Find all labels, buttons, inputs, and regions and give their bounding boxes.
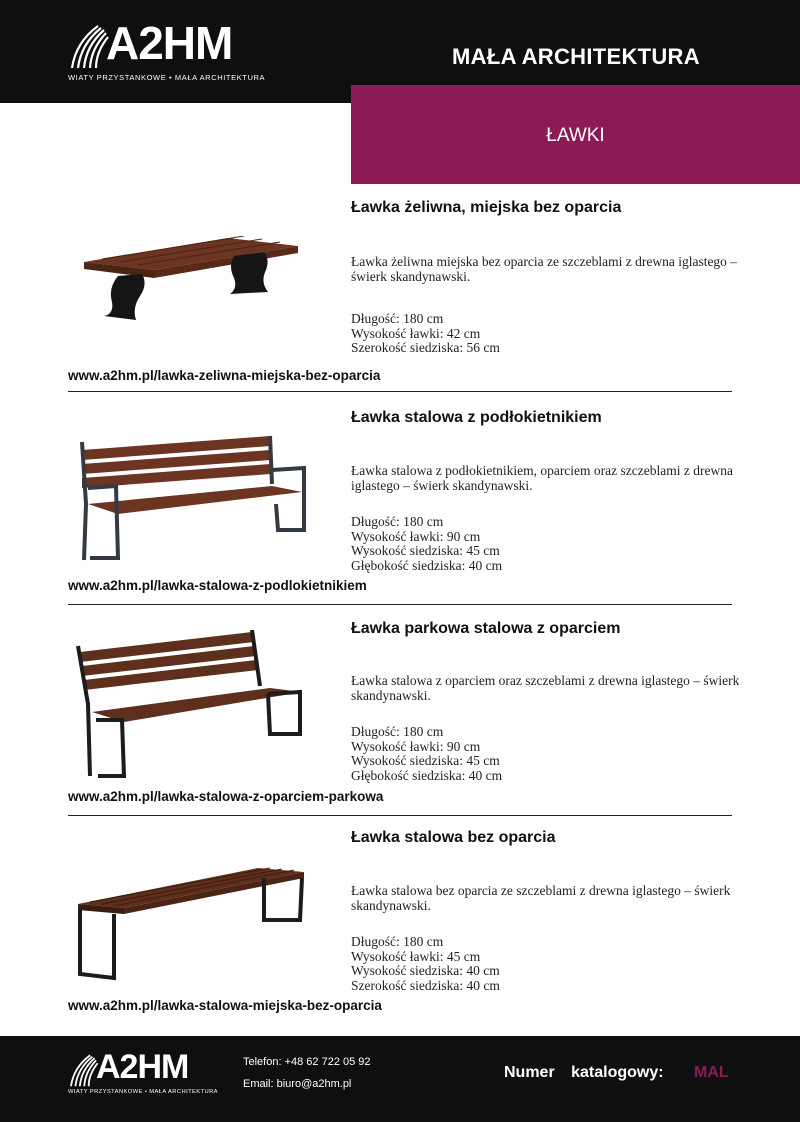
divider xyxy=(68,815,732,816)
bench-image xyxy=(74,630,306,780)
product-description: Ławka stalowa z podłokietnikiem, oparciem oraz szczeblami z drewna iglastego – świerk skandynawski. xyxy=(351,463,733,493)
spec-length: Długość: 180 cm xyxy=(351,514,444,529)
spec-width: Szerokość siedziska: 56 cm xyxy=(351,340,500,355)
bench-image xyxy=(78,236,300,332)
footer-logo-tagline: WIATY PRZYSTANKOWE • MAŁA ARCHITEKTURA xyxy=(68,1089,218,1095)
brand-logo[interactable] xyxy=(68,17,273,86)
logo-wordmark: A2HM xyxy=(106,17,233,69)
bench-image xyxy=(74,864,308,984)
spec-seat-width: Szerokość siedziska: 40 cm xyxy=(351,977,500,993)
spec-height: Wysokość ławki: 90 cm xyxy=(351,738,481,754)
spec-length: Długość: 180 cm xyxy=(351,934,444,949)
product-description: Ławka stalowa z oparciem oraz szczeblami z drewna iglastego – świerk skandynawski. xyxy=(351,673,740,703)
product-title: Ławka parkowa stalowa z oparciem xyxy=(351,620,621,637)
spec-seat-depth: Głębokość siedziska: 40 cm xyxy=(351,767,503,783)
product-description: Ławka stalowa bez oparcia ze szczeblami z drewna iglastego – świerk skandynawski. xyxy=(351,883,731,913)
divider xyxy=(68,391,732,392)
product-link[interactable]: www.a2hm.pl/lawka-stalowa-z-podlokietnikiem xyxy=(68,578,367,593)
product-title: Ławka żeliwna, miejska bez oparcia xyxy=(351,199,622,216)
spec-height: Wysokość ławki: 42 cm xyxy=(351,325,481,341)
product-description: Ławka żeliwna miejska bez oparcia ze szczeblami z drewna iglastego – świerk skandynawski. xyxy=(351,254,738,284)
contact-phone[interactable]: Telefon: +48 62 722 05 92 xyxy=(243,1056,371,1068)
product-link[interactable]: www.a2hm.pl/lawka-stalowa-z-oparciem-parkowa xyxy=(68,789,384,804)
spec-height: Wysokość ławki: 45 cm xyxy=(351,948,481,964)
footer-logo-wordmark: A2HM xyxy=(96,1048,189,1086)
spec-length: Długość: 180 cm xyxy=(351,724,444,739)
contact-email[interactable]: Email: biuro@a2hm.pl xyxy=(243,1078,352,1090)
product-specs xyxy=(351,515,502,573)
logo-stripes-icon xyxy=(68,1053,99,1087)
product-title: Ławka stalowa z podłokietnikiem xyxy=(351,409,602,426)
page-title: MAŁA ARCHITEKTURA xyxy=(452,44,700,69)
bench-image xyxy=(76,434,308,566)
footer-bar xyxy=(0,1036,800,1122)
product-specs xyxy=(351,935,500,993)
logo-stripes-icon xyxy=(68,24,110,68)
product-title: Ławka stalowa bez oparcia xyxy=(351,829,556,846)
product-specs xyxy=(351,312,500,356)
spec-seat-height: Wysokość siedziska: 45 cm xyxy=(351,543,500,558)
product-link[interactable]: www.a2hm.pl/lawka-zeliwna-miejska-bez-oparcia xyxy=(68,368,381,383)
catalog-label: Numer katalogowy: xyxy=(504,1064,664,1081)
product-specs xyxy=(351,725,502,783)
spec-seat-depth: Głębokość siedziska: 40 cm xyxy=(351,557,503,573)
footer-logo[interactable] xyxy=(68,1048,218,1101)
catalog-code: MAL xyxy=(694,1064,729,1081)
product-link[interactable]: www.a2hm.pl/lawka-stalowa-miejska-bez-oparcia xyxy=(68,998,382,1013)
spec-seat-height: Wysokość siedziska: 40 cm xyxy=(351,963,500,978)
divider xyxy=(68,604,732,605)
category-title: ŁAWKI xyxy=(546,125,605,146)
spec-height: Wysokość ławki: 90 cm xyxy=(351,528,481,544)
spec-seat-height: Wysokość siedziska: 45 cm xyxy=(351,753,500,768)
logo-tagline: WIATY PRZYSTANKOWE • MAŁA ARCHITEKTURA xyxy=(68,73,266,82)
spec-length: Długość: 180 cm xyxy=(351,311,444,326)
